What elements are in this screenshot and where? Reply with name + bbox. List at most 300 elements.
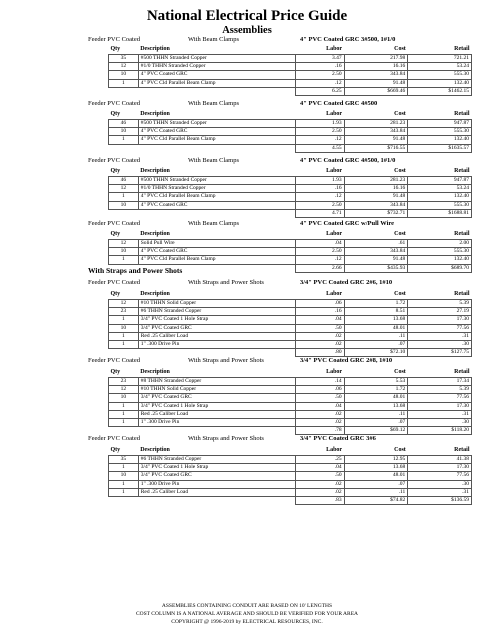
labor-cell: .06 [295, 300, 344, 308]
assembly-table [108, 167, 472, 218]
retail-cell: 77.56 [408, 472, 472, 480]
description-cell: Red .25 Caliber Load [138, 410, 295, 418]
qty-cell: 12 [109, 185, 139, 193]
assembly-type: Feeder PVC Coated [88, 357, 140, 364]
table-row [109, 300, 472, 308]
labor-cell: .12 [295, 256, 344, 264]
description-cell: #500 THHN Stranded Copper [138, 55, 295, 63]
description-cell: 4" PVC Cld Parallel Beam Clamp [138, 193, 295, 201]
retail-cell: 721.21 [408, 55, 472, 63]
assembly-table [108, 110, 472, 153]
labor-cell: .50 [295, 324, 344, 332]
col-description: Description [140, 231, 170, 237]
col-labor: Labor [326, 291, 343, 297]
description-cell: 1" .300 Drive Pin [138, 480, 295, 488]
table-header-row [109, 446, 472, 456]
col-retail: Retail [454, 168, 470, 174]
table-row [109, 256, 472, 264]
retail-cell: .30 [408, 341, 472, 349]
table-row [109, 71, 472, 79]
total-cost: $732.71 [344, 209, 408, 217]
description-cell: #8 THHN Stranded Copper [138, 378, 295, 386]
qty-cell: 23 [109, 308, 139, 316]
section-header [0, 219, 494, 229]
labor-cell: .50 [295, 394, 344, 402]
total-retail: $1462.15 [408, 87, 472, 95]
description-cell: #500 THHN Stranded Copper [138, 120, 295, 128]
labor-cell: .12 [295, 79, 344, 87]
col-description: Description [140, 291, 170, 297]
footer-note-1: ASSEMBLIES CONTAINING CONDUIT ARE BASED ON 10' LENGTHS [161, 603, 333, 609]
labor-cell: .16 [295, 308, 344, 316]
qty-cell: 12 [109, 240, 139, 248]
section-header [0, 434, 494, 444]
qty-cell: 10 [109, 248, 139, 256]
labor-cell: 3.47 [295, 55, 344, 63]
col-retail: Retail [454, 231, 470, 237]
qty-cell: 1 [109, 316, 139, 324]
labor-cell: .25 [295, 456, 344, 464]
qty-cell: 10 [109, 71, 139, 79]
retail-cell: 947.87 [408, 120, 472, 128]
total-row [109, 209, 472, 217]
col-qty: Qty [110, 111, 121, 117]
total-row [109, 497, 472, 505]
qty-cell: 23 [109, 378, 139, 386]
retail-cell: 17.30 [408, 464, 472, 472]
labor-cell: .12 [295, 136, 344, 144]
retail-cell: 5.39 [408, 300, 472, 308]
col-labor: Labor [326, 46, 343, 52]
labor-cell: .06 [295, 386, 344, 394]
cost-cell: 343.84 [344, 128, 408, 136]
total-labor: .80 [295, 349, 344, 357]
col-cost: Cost [394, 46, 406, 52]
assembly-type: Feeder PVC Coated [88, 220, 140, 227]
table-row [109, 324, 472, 332]
labor-cell: .02 [295, 488, 344, 496]
qty-cell: 10 [109, 324, 139, 332]
table-row [109, 177, 472, 185]
retail-cell: .30 [408, 480, 472, 488]
retail-cell: 2.00 [408, 240, 472, 248]
table-row [109, 308, 472, 316]
labor-cell: .04 [295, 402, 344, 410]
description-cell: #6 THHN Stranded Copper [138, 308, 295, 316]
total-labor: .78 [295, 427, 344, 435]
col-description: Description [140, 168, 170, 174]
table-header-row [109, 110, 472, 120]
cost-cell: 343.84 [344, 71, 408, 79]
cost-cell: 5.53 [344, 378, 408, 386]
table-header-row [109, 290, 472, 300]
total-row [109, 87, 472, 95]
cost-cell: .11 [344, 488, 408, 496]
retail-cell: 53.24 [408, 63, 472, 71]
assembly-title: 4" PVC Coated GRC 4#500, 1#1/0 [300, 157, 396, 164]
retail-cell: 132.40 [408, 256, 472, 264]
table-row [109, 402, 472, 410]
total-retail: $1688.81 [408, 209, 472, 217]
table-row [109, 120, 472, 128]
col-qty: Qty [110, 168, 121, 174]
qty-cell: 46 [109, 120, 139, 128]
qty-cell: 12 [109, 386, 139, 394]
table-row [109, 248, 472, 256]
assembly-type: Feeder PVC Coated [88, 100, 140, 107]
retail-cell: 17.30 [408, 402, 472, 410]
total-spacer [138, 87, 295, 95]
cost-cell: 91.48 [344, 256, 408, 264]
col-cost: Cost [394, 168, 406, 174]
table-row [109, 456, 472, 464]
assembly-title: 3/4" PVC Coated GRC 2#8, 1#10 [300, 357, 393, 364]
labor-cell: 2.50 [295, 201, 344, 209]
cost-cell: 13.68 [344, 464, 408, 472]
cost-cell: 343.84 [344, 201, 408, 209]
total-cost: $74.82 [344, 497, 408, 505]
description-cell: Solid Pull Wire [138, 240, 295, 248]
assembly-mount: With Beam Clamps [188, 220, 240, 227]
col-description: Description [140, 111, 170, 117]
col-description: Description [140, 369, 170, 375]
cost-cell: 91.48 [344, 79, 408, 87]
retail-cell: 555.30 [408, 71, 472, 79]
col-description: Description [140, 447, 170, 453]
labor-cell: .02 [295, 341, 344, 349]
labor-cell: .04 [295, 464, 344, 472]
labor-cell: .02 [295, 419, 344, 427]
assembly-table [108, 290, 472, 357]
labor-cell: .04 [295, 316, 344, 324]
description-cell: 1" .300 Drive Pin [138, 419, 295, 427]
labor-cell: .04 [295, 240, 344, 248]
page-subtitle: Assemblies [222, 25, 272, 36]
total-labor: 6.25 [295, 87, 344, 95]
retail-cell: 132.40 [408, 79, 472, 87]
section-header [0, 99, 494, 109]
labor-cell: .50 [295, 472, 344, 480]
total-retail: $1635.57 [408, 144, 472, 152]
table-row [109, 136, 472, 144]
total-cost: $72.10 [344, 349, 408, 357]
description-cell: 4" PVC Coated GRC [138, 128, 295, 136]
col-retail: Retail [454, 447, 470, 453]
table-row [109, 394, 472, 402]
cost-cell: 13.68 [344, 316, 408, 324]
retail-cell: 77.56 [408, 394, 472, 402]
qty-cell: 1 [109, 480, 139, 488]
total-spacer [138, 144, 295, 152]
cost-cell: 91.48 [344, 136, 408, 144]
assembly-title: 4" PVC Coated GRC 4#500 [300, 100, 378, 107]
labor-cell: .16 [295, 185, 344, 193]
labor-cell: 2.50 [295, 248, 344, 256]
retail-cell: 77.56 [408, 324, 472, 332]
retail-cell: 132.40 [408, 136, 472, 144]
table-row [109, 185, 472, 193]
cost-cell: .11 [344, 332, 408, 340]
table-row [109, 488, 472, 496]
page-title: National Electrical Price Guide [146, 8, 348, 24]
total-spacer [138, 209, 295, 217]
cost-cell: 16.16 [344, 185, 408, 193]
group-label: With Straps and Power Shots [88, 266, 183, 275]
cost-cell: 91.48 [344, 193, 408, 201]
qty-cell: 1 [109, 332, 139, 340]
labor-cell: .02 [295, 410, 344, 418]
table-row [109, 332, 472, 340]
cost-cell: 12.95 [344, 456, 408, 464]
description-cell: #500 THHN Stranded Copper [138, 177, 295, 185]
total-spacer [109, 209, 139, 217]
qty-cell: 10 [109, 201, 139, 209]
total-retail: $127.75 [408, 349, 472, 357]
assembly-mount: With Straps and Power Shots [188, 279, 264, 286]
labor-cell: .14 [295, 378, 344, 386]
table-row [109, 341, 472, 349]
table-row [109, 63, 472, 71]
retail-cell: 947.87 [408, 177, 472, 185]
description-cell: 4" PVC Coated GRC [138, 201, 295, 209]
table-row [109, 410, 472, 418]
retail-cell: 132.40 [408, 193, 472, 201]
qty-cell: 35 [109, 55, 139, 63]
retail-cell: 555.30 [408, 128, 472, 136]
assembly-type: Feeder PVC Coated [88, 279, 140, 286]
qty-cell: 10 [109, 472, 139, 480]
assembly-mount: With Beam Clamps [188, 157, 240, 164]
total-retail: $136.59 [408, 497, 472, 505]
retail-cell: .31 [408, 488, 472, 496]
table-row [109, 55, 472, 63]
qty-cell: 1 [109, 79, 139, 87]
cost-cell: 281.23 [344, 177, 408, 185]
assembly-title: 4" PVC Coated GRC 3#500, 1#1/0 [300, 36, 396, 43]
cost-cell: 48.01 [344, 324, 408, 332]
retail-cell: 41.38 [408, 456, 472, 464]
cost-cell: 1.72 [344, 300, 408, 308]
retail-cell: .30 [408, 419, 472, 427]
total-cost: $435.93 [344, 264, 408, 272]
col-cost: Cost [394, 447, 406, 453]
col-labor: Labor [326, 447, 343, 453]
retail-cell: 17.30 [408, 316, 472, 324]
table-header-row [109, 368, 472, 378]
cost-cell: .07 [344, 419, 408, 427]
description-cell: #1/0 THHN Stranded Copper [138, 63, 295, 71]
footer-note-2: COST COLUMN IS A NATIONAL AVERAGE AND SHOULD BE VERIFIED FOR YOUR AREA [135, 611, 359, 617]
assembly-title: 3/4" PVC Coated GRC 3#6 [300, 435, 376, 442]
total-labor: 2.66 [295, 264, 344, 272]
col-labor: Labor [326, 111, 343, 117]
total-spacer [138, 497, 295, 505]
table-row [109, 316, 472, 324]
col-cost: Cost [394, 291, 406, 297]
qty-cell: 1 [109, 341, 139, 349]
assembly-type: Feeder PVC Coated [88, 435, 140, 442]
cost-cell: 16.16 [344, 63, 408, 71]
col-cost: Cost [394, 231, 406, 237]
qty-cell: 1 [109, 410, 139, 418]
section-header [0, 156, 494, 166]
retail-cell: 555.30 [408, 201, 472, 209]
labor-cell: .02 [295, 332, 344, 340]
qty-cell: 10 [109, 128, 139, 136]
assembly-type: Feeder PVC Coated [88, 157, 140, 164]
section-header [0, 356, 494, 366]
col-qty: Qty [110, 291, 121, 297]
retail-cell: .31 [408, 410, 472, 418]
description-cell: 3/4" PVC Coated GRC [138, 472, 295, 480]
assembly-title: 4" PVC Coated GRC w/Pull Wire [300, 220, 395, 227]
qty-cell: 46 [109, 177, 139, 185]
labor-cell: .12 [295, 193, 344, 201]
col-labor: Labor [326, 168, 343, 174]
table-row [109, 193, 472, 201]
table-header-row [109, 167, 472, 177]
col-labor: Labor [326, 369, 343, 375]
assembly-table [108, 45, 472, 96]
table-row [109, 464, 472, 472]
qty-cell: 10 [109, 394, 139, 402]
cost-cell: 48.01 [344, 394, 408, 402]
description-cell: #1/0 THHN Stranded Copper [138, 185, 295, 193]
total-spacer [109, 144, 139, 152]
description-cell: Red .25 Caliber Load [138, 332, 295, 340]
qty-cell: 1 [109, 136, 139, 144]
cost-cell: .11 [344, 410, 408, 418]
total-labor: 4.55 [295, 144, 344, 152]
retail-cell: 555.30 [408, 248, 472, 256]
qty-cell: 1 [109, 464, 139, 472]
total-labor: 4.71 [295, 209, 344, 217]
retail-cell: 5.39 [408, 386, 472, 394]
assembly-mount: With Beam Clamps [188, 100, 240, 107]
labor-cell: 1.93 [295, 120, 344, 128]
col-cost: Cost [394, 111, 406, 117]
cost-cell: 1.72 [344, 386, 408, 394]
total-spacer [109, 87, 139, 95]
description-cell: 4" PVC Cld Parallel Beam Clamp [138, 136, 295, 144]
cost-cell: .61 [344, 240, 408, 248]
assembly-mount: With Straps and Power Shots [188, 435, 264, 442]
col-labor: Labor [326, 231, 343, 237]
cost-cell: .07 [344, 341, 408, 349]
description-cell: 4" PVC Cld Parallel Beam Clamp [138, 79, 295, 87]
col-description: Description [140, 46, 170, 52]
table-row [109, 378, 472, 386]
footer-copyright: COPYRIGHT @ 1996-2019 by ELECTRICAL RESOURCES, INC. [171, 619, 323, 625]
cost-cell: 281.23 [344, 120, 408, 128]
description-cell: #10 THHN Solid Copper [138, 386, 295, 394]
qty-cell: 12 [109, 63, 139, 71]
description-cell: #10 THHN Solid Copper [138, 300, 295, 308]
description-cell: #6 THHN Stranded Copper [138, 456, 295, 464]
table-row [109, 128, 472, 136]
retail-cell: .31 [408, 332, 472, 340]
labor-cell: .16 [295, 63, 344, 71]
table-row [109, 472, 472, 480]
description-cell: 3/4" PVC Coated 1 Hole Strap [138, 402, 295, 410]
col-retail: Retail [454, 369, 470, 375]
table-row [109, 201, 472, 209]
description-cell: 3/4" PVC Coated 1 Hole Strap [138, 464, 295, 472]
qty-cell: 1 [109, 256, 139, 264]
labor-cell: 1.93 [295, 177, 344, 185]
description-cell: Red .25 Caliber Load [138, 488, 295, 496]
col-retail: Retail [454, 111, 470, 117]
labor-cell: 2.50 [295, 71, 344, 79]
labor-cell: .02 [295, 480, 344, 488]
col-retail: Retail [454, 46, 470, 52]
assembly-table [108, 446, 472, 505]
qty-cell: 35 [109, 456, 139, 464]
table-row [109, 419, 472, 427]
labor-cell: 2.50 [295, 128, 344, 136]
col-retail: Retail [454, 291, 470, 297]
qty-cell: 1 [109, 402, 139, 410]
total-cost: $69.12 [344, 427, 408, 435]
table-row [109, 386, 472, 394]
col-cost: Cost [394, 369, 406, 375]
total-labor: .83 [295, 497, 344, 505]
table-header-row [109, 45, 472, 55]
col-qty: Qty [110, 369, 121, 375]
qty-cell: 1 [109, 193, 139, 201]
retail-cell: 27.19 [408, 308, 472, 316]
section-header [0, 35, 494, 45]
total-spacer [109, 497, 139, 505]
description-cell: 4" PVC Coated GRC [138, 248, 295, 256]
table-header-row [109, 230, 472, 240]
cost-cell: .07 [344, 480, 408, 488]
total-cost: $669.46 [344, 87, 408, 95]
table-row [109, 240, 472, 248]
description-cell: 3/4" PVC Coated GRC [138, 394, 295, 402]
cost-cell: 343.84 [344, 248, 408, 256]
description-cell: 4" PVC Cld Parallel Beam Clamp [138, 256, 295, 264]
col-qty: Qty [110, 46, 121, 52]
assembly-title: 3/4" PVC Coated GRC 2#6, 1#10 [300, 279, 393, 286]
retail-cell: 17.34 [408, 378, 472, 386]
assembly-type: Feeder PVC Coated [88, 36, 140, 43]
assembly-mount: With Beam Clamps [188, 36, 240, 43]
qty-cell: 1 [109, 488, 139, 496]
cost-cell: 217.98 [344, 55, 408, 63]
total-retail: $689.70 [408, 264, 472, 272]
total-row [109, 144, 472, 152]
col-qty: Qty [110, 231, 121, 237]
description-cell: 3/4" PVC Coated 1 Hole Strap [138, 316, 295, 324]
table-row [109, 79, 472, 87]
assembly-mount: With Straps and Power Shots [188, 357, 264, 364]
total-cost: $716.55 [344, 144, 408, 152]
description-cell: 1" .300 Drive Pin [138, 341, 295, 349]
qty-cell: 12 [109, 300, 139, 308]
table-row [109, 480, 472, 488]
assembly-table [108, 368, 472, 435]
cost-cell: 8.51 [344, 308, 408, 316]
cost-cell: 48.01 [344, 472, 408, 480]
description-cell: 4" PVC Coated GRC [138, 71, 295, 79]
cost-cell: 13.68 [344, 402, 408, 410]
section-header [0, 278, 494, 288]
col-qty: Qty [110, 447, 121, 453]
qty-cell: 1 [109, 419, 139, 427]
description-cell: 3/4" PVC Coated GRC [138, 324, 295, 332]
retail-cell: 53.24 [408, 185, 472, 193]
